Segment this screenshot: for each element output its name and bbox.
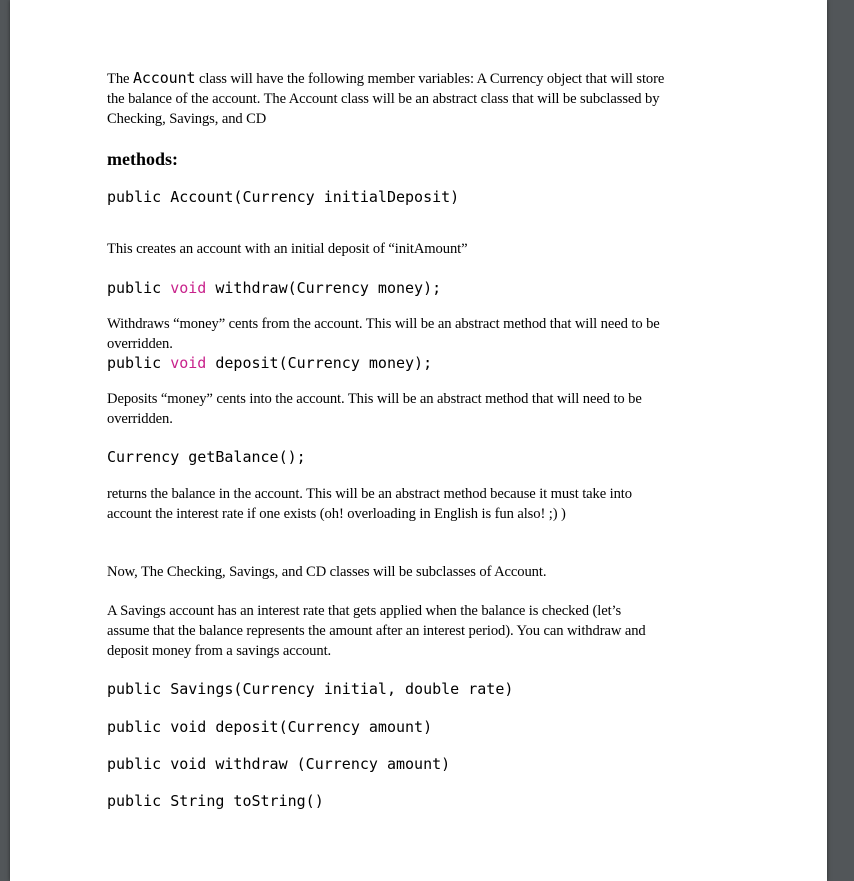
get-balance-description	[107, 484, 632, 524]
deposit-sig-keyword: void	[170, 354, 207, 372]
deposit-desc-line-2: overridden.	[107, 411, 173, 427]
intro-line-2: the balance of the account. The Account class will be an abstract class that will be subclassed by	[107, 91, 660, 107]
document-page	[10, 0, 827, 881]
savings-constructor-signature: public Savings(Currency initial, double rate)	[107, 680, 514, 698]
constructor-description: This creates an account with an initial deposit of “initAmount”	[107, 241, 468, 257]
deposit-signature	[107, 353, 432, 373]
savings-tostring-signature: public String toString()	[107, 792, 324, 810]
savings-desc-line-1: A Savings account has an interest rate that gets applied when the balance is checked (let’s	[107, 603, 622, 619]
intro-prefix: The	[107, 71, 133, 87]
deposit-sig-before: public	[107, 354, 171, 372]
deposit-desc-line-1: Deposits “money” cents into the account. This will be an abstract method that will need to be	[107, 391, 642, 407]
intro-line-1-rest: class will have the following member variables: A Currency object that will store	[195, 71, 665, 87]
intro-line-1	[107, 68, 664, 89]
withdraw-sig-keyword: void	[170, 279, 207, 297]
get-balance-desc-line-2: account the interest rate if one exists (oh! overloading in English is fun also! ;) )	[107, 506, 566, 522]
withdraw-sig-before: public	[107, 279, 171, 297]
savings-deposit-signature: public void deposit(Currency amount)	[107, 718, 433, 736]
constructor-signature: public Account(Currency initialDeposit)	[107, 188, 460, 206]
get-balance-signature: Currency getBalance();	[107, 448, 306, 466]
deposit-description	[107, 389, 642, 429]
intro-class-name: Account	[132, 69, 196, 87]
intro-paragraph	[107, 68, 664, 129]
deposit-sig-after: deposit(Currency money);	[206, 354, 433, 372]
withdraw-desc-line-2: overridden.	[107, 336, 173, 352]
withdraw-description	[107, 314, 660, 354]
get-balance-desc-line-1: returns the balance in the account. This will be an abstract method because it must take into	[107, 486, 632, 502]
withdraw-sig-after: withdraw(Currency money);	[206, 279, 442, 297]
savings-withdraw-signature: public void withdraw (Currency amount)	[107, 755, 451, 773]
withdraw-desc-line-1: Withdraws “money” cents from the account. This will be an abstract method that will need to be	[107, 316, 660, 332]
intro-line-3: Checking, Savings, and CD	[107, 111, 267, 127]
methods-heading: methods:	[107, 149, 178, 169]
savings-desc-line-3: deposit money from a savings account.	[107, 643, 332, 659]
withdraw-signature	[107, 278, 441, 298]
subclasses-paragraph: Now, The Checking, Savings, and CD classes will be subclasses of Account.	[107, 564, 547, 580]
savings-description	[107, 601, 646, 661]
savings-desc-line-2: assume that the balance represents the amount after an interest period). You can withdraw and	[107, 623, 646, 639]
